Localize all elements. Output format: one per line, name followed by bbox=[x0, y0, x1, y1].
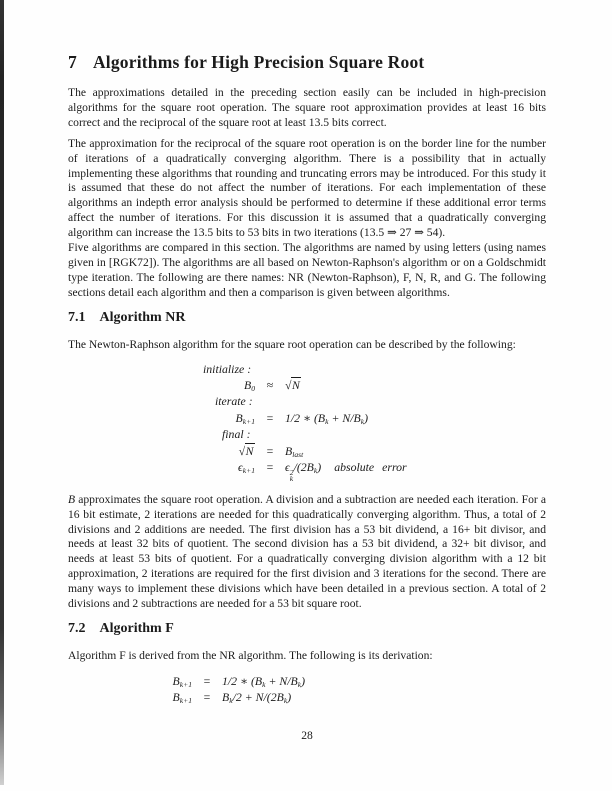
paragraph-five-algorithms: Five algorithms are compared in this section. The algorithms are named by using letters (using names given in [RGK72]). The algorithms are all based on Newton-Raphson's algorithm or on a Goldschmidt type iteration. The following are there names: NR (Newton-Raphson), F, N, R, and G. The following sections detail each algorithm and then a comparison is given between algorithms. bbox=[68, 241, 546, 299]
subsection-title: Algorithm F bbox=[99, 620, 174, 636]
section-title: Algorithms for High Precision Square Root bbox=[92, 52, 425, 72]
relation-symbol: = bbox=[266, 443, 274, 458]
equation-lhs: $\epsilon_{k+1}$ bbox=[237, 460, 255, 476]
equation-note: absolute error bbox=[334, 460, 407, 475]
equation-rhs: 1/2 ∗ $(B_k + N/B_k)$ bbox=[222, 673, 306, 689]
equation-lhs: $B_{k+1}$ bbox=[172, 673, 192, 689]
paragraph-intro-approximations: The approximations detailed in the preceding section easily can be included in high-precision algorithms for the square root operation. The square root approximation provides at least 16 bits correct and the reciprocal of the square root at least 13.5 bits correct. bbox=[68, 86, 546, 129]
math-label-initialize: initialize : bbox=[203, 361, 252, 376]
equation-final-sqrt bbox=[68, 443, 546, 459]
equation-rhs: 1/2 ∗ $(B_k + N/B_k)$ bbox=[285, 410, 369, 426]
math-label-final: final : bbox=[222, 427, 251, 442]
relation-symbol: ≈ bbox=[266, 378, 274, 392]
relation-symbol: = bbox=[266, 460, 274, 475]
paragraph-f-intro: Algorithm F is derived from the NR algorithm. The following is its derivation: bbox=[68, 648, 433, 662]
subsection-title: Algorithm NR bbox=[99, 309, 186, 325]
equation-block-f bbox=[68, 674, 546, 706]
section-heading bbox=[68, 52, 546, 72]
subsection-heading-f bbox=[68, 621, 546, 637]
relation-symbol: = bbox=[203, 689, 211, 704]
math-variable-B: B bbox=[68, 492, 76, 506]
equation-rhs: $B_{last}$ bbox=[285, 443, 304, 459]
paragraph-nr-analysis: B approximates the square root operation. A division and a subtraction are needed each iteration. For a 16 bit estimate, 2 iterations are needed for this quadratically converging algorithm. Thus, a total of 2 divisions and 2 additions are needed. The first division has a 53 bit dividend, a 16+ bit divisor, and needs at least 32 bits of quotient. The second division has a 53 bit dividend, a 32+ bit divisor, and needs at least 53 bits of quotient. For a quadratically converging division algorithm with a 12 bit approximation, 2 iterations are required for the first division and 3 iterations for the second. There are many ways to implement these divisions which have been detailed in a previous section. A total of 2 divisions and 2 subtractions are needed for a 53 bit square root. bbox=[68, 492, 546, 611]
section-number: 7 bbox=[68, 52, 77, 72]
subsection-heading-nr bbox=[68, 310, 546, 326]
paragraph-iterations-borderline: The approximation for the reciprocal of the square root operation is on the border line for the number of iterations of a quadratically converging algorithm. There is a possibility that in actually implementing these algorithms that rounding and truncating errors may be introduced. For this study it is assumed that these do not affect the number of iterations. For each implementation of these algorithms an indepth error analysis should be performed to determine if these additional error terms affect the number of iterations. For this discussion it is assumed that a quadratically converging algorithm can increase the 13.5 bits to 53 bits in two iterations (13.5 ⇒ 27 ⇒ 54). bbox=[68, 136, 546, 240]
equation-rhs: ϵ 2 k $/(2B_k)$ absolute error bbox=[285, 460, 407, 484]
subsection-number: 7.2 bbox=[68, 620, 86, 636]
math-label-iterate: iterate : bbox=[215, 394, 253, 409]
equation-init bbox=[68, 377, 546, 393]
sqrt-icon: √ bbox=[285, 378, 292, 392]
subsection-number: 7.1 bbox=[68, 309, 86, 325]
page-number: 28 bbox=[301, 729, 313, 743]
relation-symbol: = bbox=[203, 673, 211, 688]
equation-lhs: $B_0$ bbox=[243, 378, 255, 393]
equation-lhs: √N bbox=[238, 443, 254, 458]
equation-lhs: $B_{k+1}$ bbox=[235, 410, 255, 426]
equation-rhs: $B_k/2 + N/(2B_k)$ bbox=[222, 689, 292, 705]
equation-final-error bbox=[68, 459, 546, 483]
paragraph-nr-intro: The Newton-Raphson algorithm for the square root operation can be described by the following: bbox=[68, 337, 516, 351]
equation-f1 bbox=[68, 674, 546, 690]
page-content bbox=[68, 0, 546, 742]
equation-rhs: √N bbox=[285, 378, 300, 392]
equation-lhs: $B_{k+1}$ bbox=[172, 689, 192, 705]
scan-edge-artifact bbox=[0, 0, 4, 785]
equation-iterate bbox=[68, 410, 546, 426]
relation-symbol: = bbox=[266, 410, 274, 425]
sqrt-icon: √ bbox=[238, 443, 246, 458]
equation-block-nr bbox=[68, 361, 546, 483]
equation-f2 bbox=[68, 690, 546, 706]
